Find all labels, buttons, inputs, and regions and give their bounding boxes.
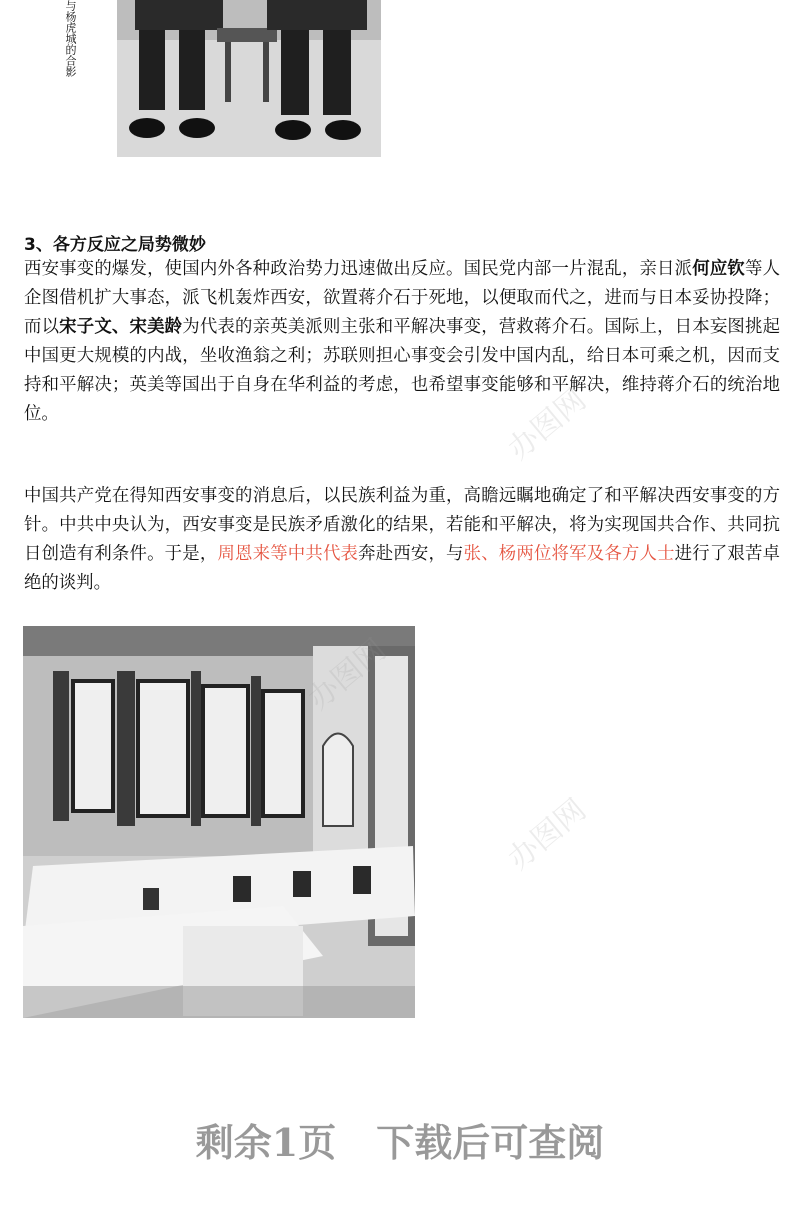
paragraph1-text-2: 等人企图借机扩大事态，派飞机轰炸西安，欲置蒋介石于死地，以便取而代之，进而与日本妥协投降；而以 <box>24 259 780 337</box>
historical-photo-meeting-room <box>23 626 415 1018</box>
watermark-1: 办图网 <box>501 382 593 468</box>
paragraph2-text-1: 中国共产党在得知西安事变的消息后，以民族利益为重，高瞻远瞩地确定了和平解决西安事变的方针。中共中央认为，西安事变是民族矛盾激化的结果，若能和平解决，将为实现国共合作、共同抗日创造有利条件。于是， <box>24 486 780 564</box>
paragraph1-bold-1: 何应钦 <box>692 259 745 279</box>
meeting-room-photo-icon <box>23 626 415 1018</box>
paragraph-reactions <box>24 255 780 429</box>
watermark-3: 办图网 <box>501 792 593 878</box>
download-notice[interactable] <box>0 1112 800 1167</box>
paragraph2-text-2: 奔赴西安，与 <box>358 544 464 564</box>
paragraph2-red-1: 周恩来等中共代表 <box>217 544 359 564</box>
paragraph1-text-1: 西安事变的爆发，使国内外各种政治势力迅速做出反应。国民党内部一片混乱，亲日派 <box>24 259 693 279</box>
download-to-view-label: 下载后可查阅 <box>376 1120 605 1165</box>
paragraph2-red-2: 张、杨两位将军及各方人士 <box>463 544 675 564</box>
paragraph1-bold-2: 宋子文、宋美龄 <box>59 317 183 337</box>
remaining-pages-label: 剩余1页 <box>195 1120 337 1165</box>
photo-two-men-icon <box>117 0 381 157</box>
paragraph-ccp <box>24 482 780 598</box>
paragraph2-text-3: 进行了艰苦卓绝的谈判。 <box>24 544 780 593</box>
photo-caption: 与杨虎城的合影 <box>64 0 77 77</box>
section-title: 3、各方反应之局势微妙 <box>24 235 206 255</box>
paragraph1-text-3: 为代表的亲英美派则主张和平解决事变，营救蒋介石。国际上，日本妄图挑起中国更大规模的内战，坐收渔翁之利；苏联则担心事变会引发中国内乱，给日本可乘之机，因而支持和平解决；英美等国出于自身在华利益的考虑，也希望事变能够和平解决，维持蒋介石的统治地位。 <box>24 317 780 424</box>
historical-photo-top <box>117 0 381 157</box>
